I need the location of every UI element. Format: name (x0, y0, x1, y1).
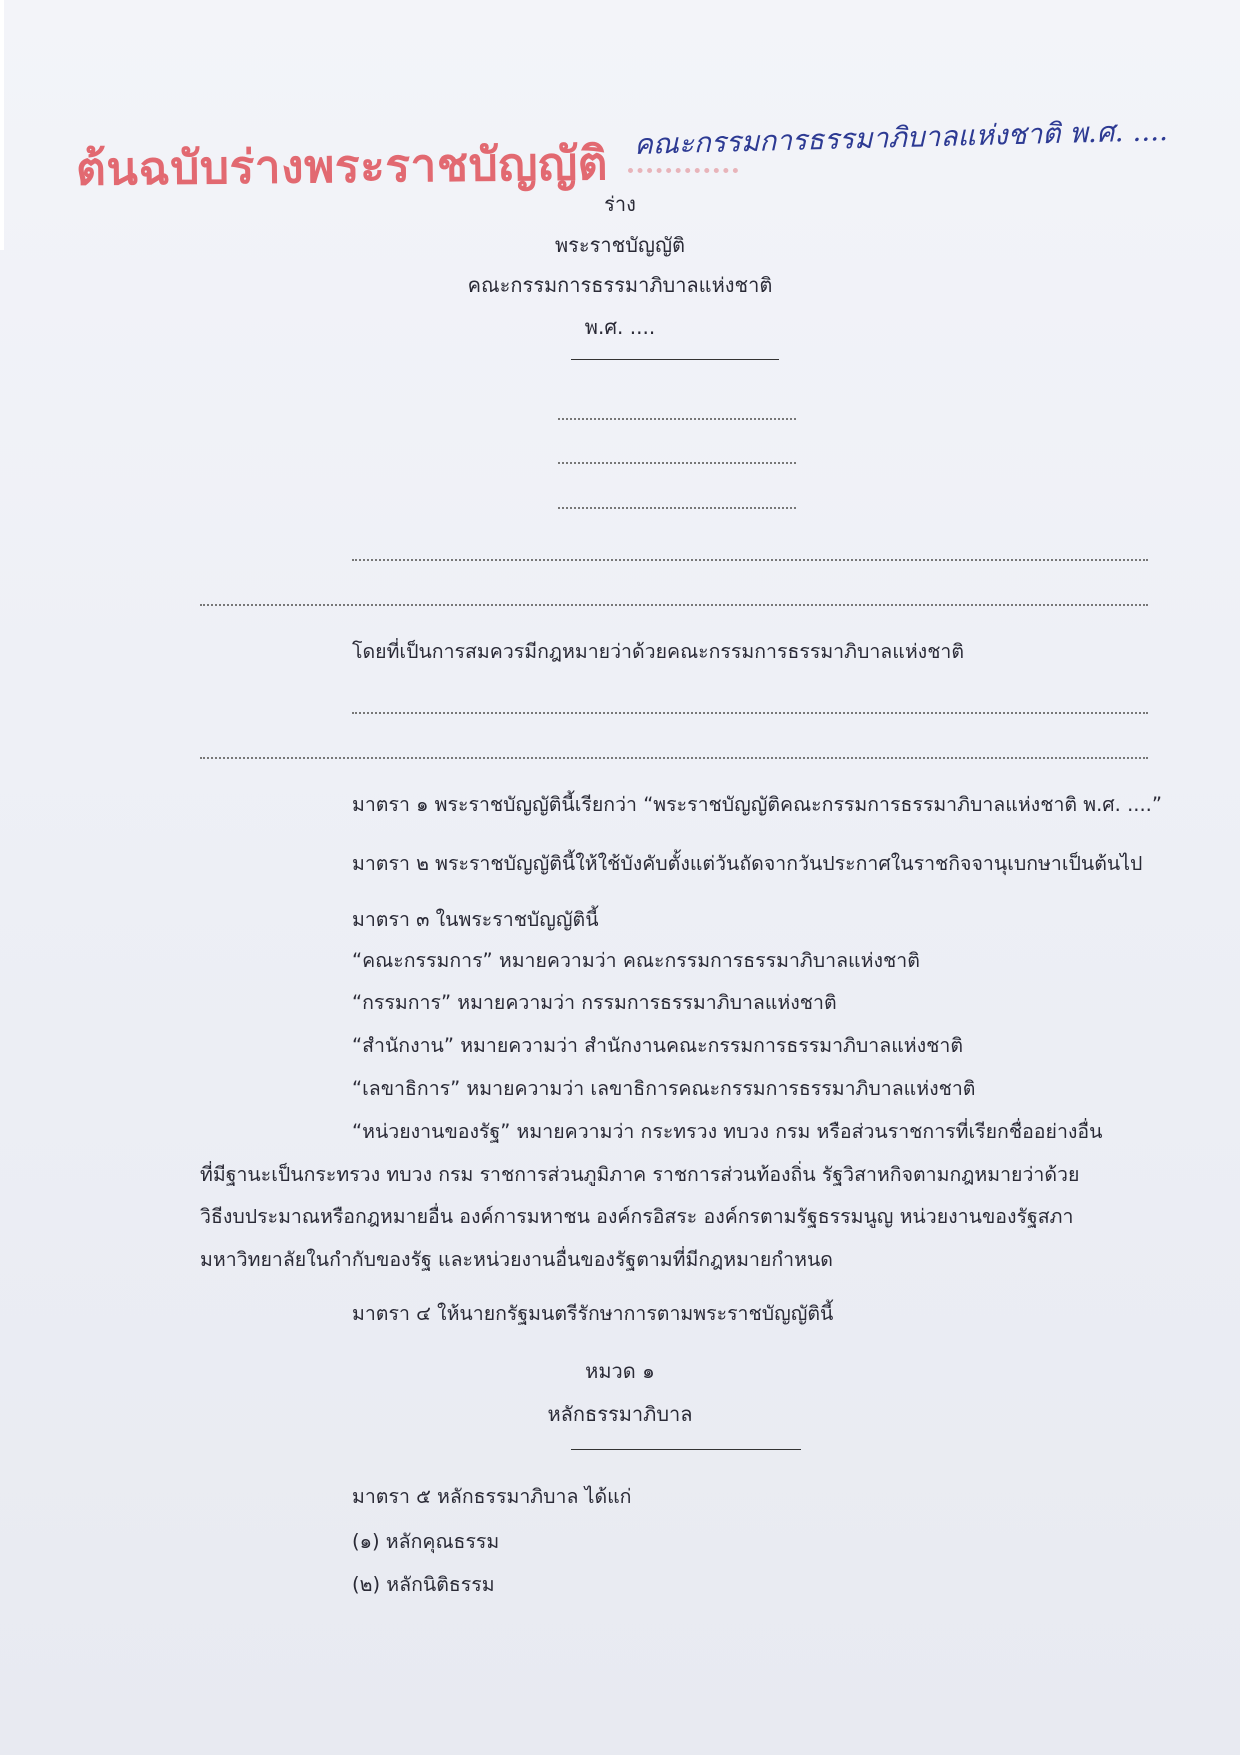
draft-stamp: ต้นฉบับร่างพระราชบัญญัติ (75, 136, 609, 196)
dotted-line (352, 712, 1148, 714)
header-rule (571, 359, 779, 360)
definition-state-agency: “หน่วยงานของรัฐ” หมายความว่า กระทรวง ทบวง กรม หรือส่วนราชการที่เรียกชื่ออย่างอื่น (352, 1120, 1103, 1143)
handwritten-title: คณะกรรมการธรรมาภิบาลแห่งชาติ พ.ศ. .... (633, 114, 1169, 161)
chapter-title: หลักธรรมาภิบาล (547, 1402, 693, 1426)
section-2: มาตรา ๒ พระราชบัญญัตินี้ให้ใช้บังคับตั้งแต่วันถัดจากวันประกาศในราชกิจจานุเบกษาเป็นต้นไป (352, 852, 1143, 875)
act-year: พ.ศ. .... (584, 315, 656, 339)
definition-office: “สำนักงาน” หมายความว่า สำนักงานคณะกรรมการธรรมาภิบาลแห่งชาติ (352, 1034, 963, 1057)
definition-state-agency-cont: มหาวิทยาลัยในกำกับของรัฐ และหน่วยงานอื่นของรัฐตามที่มีกฎหมายกำหนด (200, 1248, 833, 1271)
section-4: มาตรา ๔ ให้นายกรัฐมนตรีรักษาการตามพระราชบัญญัตินี้ (352, 1302, 834, 1325)
section-5-item-1: (๑) หลักคุณธรรม (352, 1530, 500, 1553)
definition-state-agency-cont: วิธีงบประมาณหรือกฎหมายอื่น องค์การมหาชน องค์กรอิสระ องค์กรตามรัฐธรรมนูญ หน่วยงานของรัฐสภา (200, 1205, 1074, 1228)
dotted-line (200, 604, 1148, 606)
act-label: พระราชบัญญัติ (555, 233, 685, 257)
section-5-item-2: (๒) หลักนิติธรรม (352, 1573, 495, 1596)
section-1: มาตรา ๑ พระราชบัญญัตินี้เรียกว่า “พระราชบัญญัติคณะกรรมการธรรมาภิบาลแห่งชาติ พ.ศ. ....” (352, 793, 1162, 816)
definition-committee: “คณะกรรมการ” หมายความว่า คณะกรรมการธรรมาภิบาลแห่งชาติ (352, 949, 920, 972)
definition-member: “กรรมการ” หมายความว่า กรรมการธรรมาภิบาลแห่งชาติ (352, 991, 837, 1014)
definition-secretary: “เลขาธิการ” หมายความว่า เลขาธิการคณะกรรมการธรรมาภิบาลแห่งชาติ (352, 1077, 976, 1100)
dotted-line (200, 757, 1148, 759)
section-5: มาตรา ๕ หลักธรรมาภิบาล ได้แก่ (352, 1485, 632, 1508)
preamble: โดยที่เป็นการสมควรมีกฎหมายว่าด้วยคณะกรรมการธรรมาภิบาลแห่งชาติ (352, 640, 965, 663)
draft-label: ร่าง (604, 192, 636, 216)
section-3: มาตรา ๓ ในพระราชบัญญัตินี้ (352, 908, 599, 931)
dotted-line (352, 559, 1148, 561)
chapter-number: หมวด ๑ (585, 1359, 655, 1383)
act-name: คณะกรรมการธรรมาภิบาลแห่งชาติ (467, 273, 773, 297)
definition-state-agency-cont: ที่มีฐานะเป็นกระทรวง ทบวง กรม ราชการส่วนภูมิภาค ราชการส่วนท้องถิ่น รัฐวิสาหกิจตามกฎหมายว่าด้วย (200, 1163, 1080, 1186)
chapter-rule (571, 1449, 801, 1450)
dotted-line (558, 418, 796, 420)
dotted-line (558, 507, 796, 509)
dotted-line (558, 462, 796, 464)
